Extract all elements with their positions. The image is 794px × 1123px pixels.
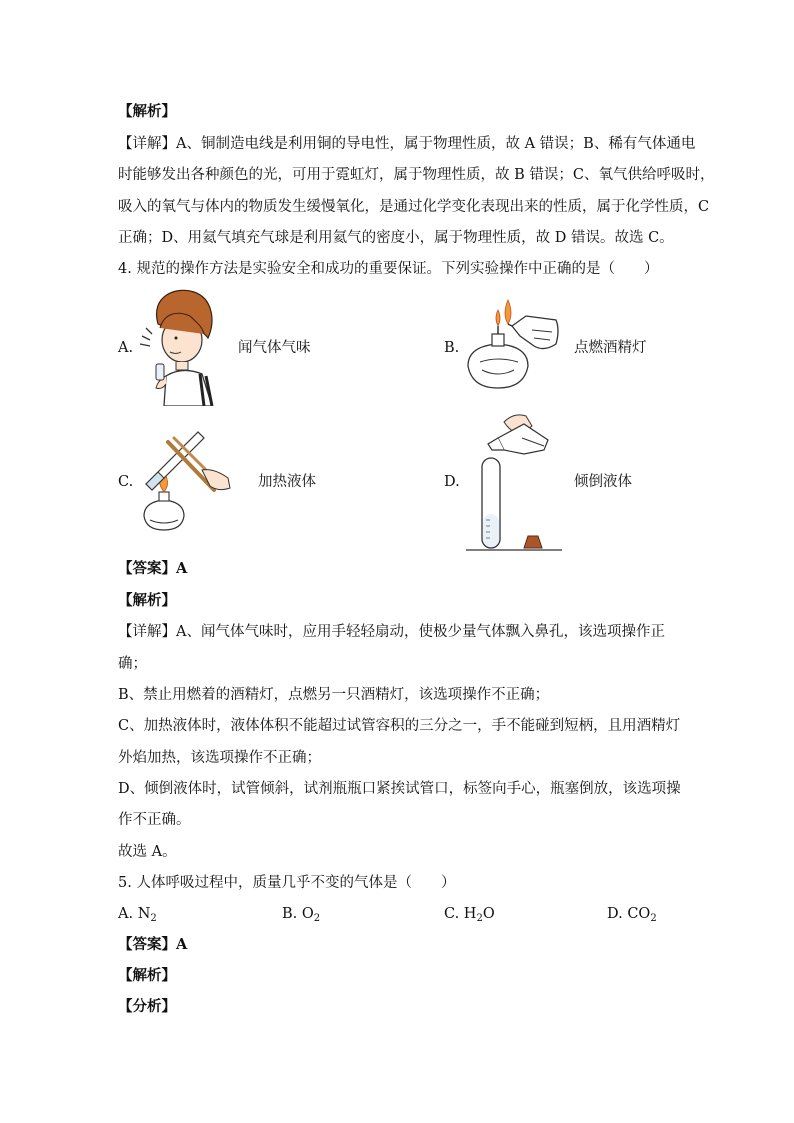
q4-detail-line-7: 作不正确。 [118, 812, 191, 828]
light-alcohol-lamp-illustration [460, 296, 562, 392]
q4-detail-line-4: C、加热液体时，液体体积不能超过试管容积的三分之一，手不能碰到短柄，且用酒精灯 [118, 718, 681, 734]
q3-detail-line-1: 【详解】A、铜制造电线是利用铜的导电性，属于物理性质，故 A 错误；B、稀有气体通电 [118, 136, 696, 152]
q5-analysis-tag: 【解析】 [118, 967, 176, 984]
q5-option-b: B. $O_2$ [282, 906, 321, 924]
q5-stem: 5. 人体呼吸过程中，质量几乎不变的气体是（ ） [118, 875, 456, 891]
q4-option-d-label: 倾倒液体 [574, 474, 632, 490]
q4-option-b-label: 点燃酒精灯 [574, 340, 647, 356]
q4-detail-line-2: 确； [118, 656, 147, 672]
q5-fenxi-tag: 【分析】 [118, 998, 176, 1015]
q4-option-a-label: 闻气体气味 [238, 340, 311, 356]
q3-analysis-tag: 【解析】 [118, 103, 176, 120]
q4-option-c-label: 加热液体 [258, 474, 316, 490]
q4-analysis-tag: 【解析】 [118, 592, 176, 609]
q4-stem: 4. 规范的操作方法是实验安全和成功的重要保证。下列实验操作中正确的是（ ） [118, 261, 659, 277]
q4-detail-line-6: D、倾倒液体时，试管倾斜，试剂瓶瓶口紧挨试管口，标签向手心，瓶塞倒放，该选项操 [118, 781, 681, 797]
smell-gas-illustration [136, 284, 222, 406]
q3-detail-line-3: 吸入的氧气与体内的物质发生缓慢氧化，是通过化学变化表现出来的性质，属于化学性质，C [118, 199, 710, 215]
pour-liquid-illustration [464, 410, 564, 554]
q5-option-d: D. $CO_2$ [607, 906, 657, 924]
q4-option-a-letter: A. [118, 340, 134, 356]
q5-answer: 【答案】A [118, 936, 188, 953]
heat-liquid-illustration [138, 428, 234, 534]
q4-option-b-letter: B. [444, 340, 460, 356]
q4-detail-line-5: 外焰加热，该选项操作不正确； [118, 750, 321, 766]
q4-detail-line-3: B、禁止用燃着的酒精灯，点燃另一只酒精灯，该选项操作不正确； [118, 687, 550, 703]
q3-detail-line-2: 时能够发出各种颜色的光，可用于霓虹灯，属于物理性质，故 B 错误；C、氧气供给呼吸时， [118, 167, 715, 183]
q4-answer: 【答案】A [118, 560, 188, 577]
q4-detail-line-8: 故选 A。 [118, 844, 177, 860]
q5-option-a: A. $N_2$ [118, 906, 157, 924]
q4-option-d-letter: D. [444, 474, 460, 490]
q5-option-c: C. $H_2O$ [444, 906, 495, 924]
q3-detail-line-4: 正确；D、用氦气填充气球是利用氦气的密度小，属于物理性质，故 D 错误。故选 C。 [118, 230, 674, 246]
q4-detail-line-1: 【详解】A、闻气体气味时，应用手轻轻扇动，使极少量气体飘入鼻孔，该选项操作正 [118, 624, 665, 640]
q4-option-c-letter: C. [118, 474, 134, 490]
